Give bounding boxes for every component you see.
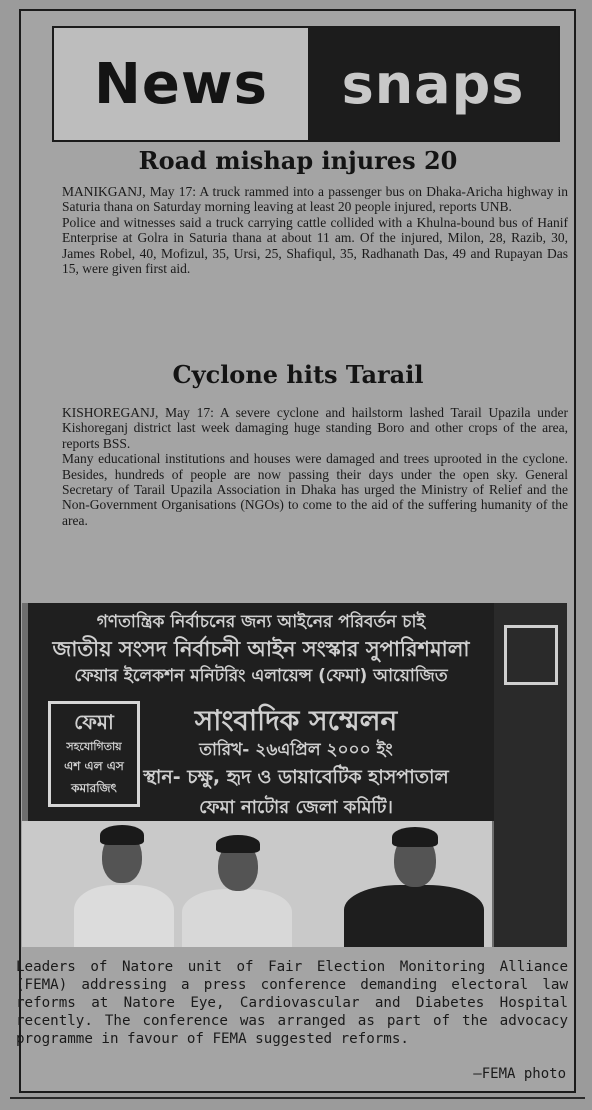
logo-line: ফেমা [74,710,114,734]
banner-line: সাংবাদিক সম্মেলন [194,704,398,737]
person-middle [182,835,292,947]
masthead-word-news: News [94,51,268,117]
person-body [74,885,174,947]
fema-logo-box [48,701,140,807]
press-conference-photo [22,603,567,947]
masthead [52,26,560,142]
banner-line: জাতীয় সংসদ নির্বাচনী আইন সংস্কার সুপারিশমালা [52,637,470,661]
story1-body [62,184,568,276]
banner-line: ফেমা নাটোর জেলা কমিটি। [199,797,393,818]
story2-paragraph: Many educational institutions and houses were damaged and trees uprooted in the cyclone. Besides, hundreds of people are now passing their days under the open sky. General Secretary of Tarail Upazila Association in Dhaka has urged the Ministry of Relief and the Non-Government Organisations (NGOs) to come to the aid of the suffering humanity of the area. [62,451,568,528]
logo-line: সহযোগিতায় [66,740,122,753]
story1-paragraph: Police and witnesses said a truck carrying cattle collided with a Khulna-bound bus of Hanif Enterprise at Golra in Saturia thana at about 11 am. Of the injured, Milon, 28, Razib, 30, James Robel, 40, Mofizul, 35, Ursi, 25, Shafiqul, 35, Radhanath Das, 49 and Rupayan Das 15, were given first aid. [62,214,568,277]
person-hair [100,825,144,845]
person-hair [392,827,438,847]
photo-doorway [494,603,567,947]
banner-line: গণতান্ত্রিক নির্বাচনের জন্য আইনের পরিবর্তন চাই [96,612,426,632]
door-grille [504,625,558,685]
story1-headline: Road mishap injures 20 [138,146,458,175]
masthead-right-panel [308,28,558,140]
story2-paragraph: KISHOREGANJ, May 17: A severe cyclone and hailstorm lashed Tarail Upazila under Kishoreganj district last week damaging huge standing Boro and other crops of the area, reports BSS. [62,405,568,451]
person-right [344,827,484,947]
story1-paragraph: MANIKGANJ, May 17: A truck rammed into a passenger bus on Dhaka-Aricha highway in Saturia thana on Saturday morning leaving at least 20 people injured, reports UNB. [62,184,568,215]
person-body [344,885,484,947]
logo-line: কমারজিৎ [71,781,117,795]
story2-headline: Cyclone hits Tarail [172,360,424,389]
banner-line: স্থান- চক্ষু, হৃদ ও ডায়াবেটিক হাসপাতাল [143,766,449,788]
photo-caption: Leaders of Natore unit of Fair Election Monitoring Alliance (FEMA) addressing a press conference demanding electoral law reforms at Natore Eye, Cardiovascular and Diabetes Hospital recently. The conference was arranged as part of the advocacy programme in favour of FEMA suggested reforms. [16,959,568,1047]
masthead-left-panel [54,28,308,140]
bottom-rule [10,1097,585,1099]
photo-banner [28,603,494,821]
masthead-word-snaps: snaps [341,52,525,116]
person-left [74,825,174,947]
photo-credit: —FEMA photo [473,1066,566,1082]
banner-line: ফেয়ার ইলেকশন মনিটরিং এলায়েন্স (ফেমা) আয়োজিত [74,666,448,686]
person-hair [216,835,260,853]
person-body [182,889,292,947]
banner-line: তারিখ- ২৬এপ্রিল ২০০০ ইং [199,740,393,760]
story2-body [62,405,568,528]
logo-line: এশ এল এস [64,759,124,773]
